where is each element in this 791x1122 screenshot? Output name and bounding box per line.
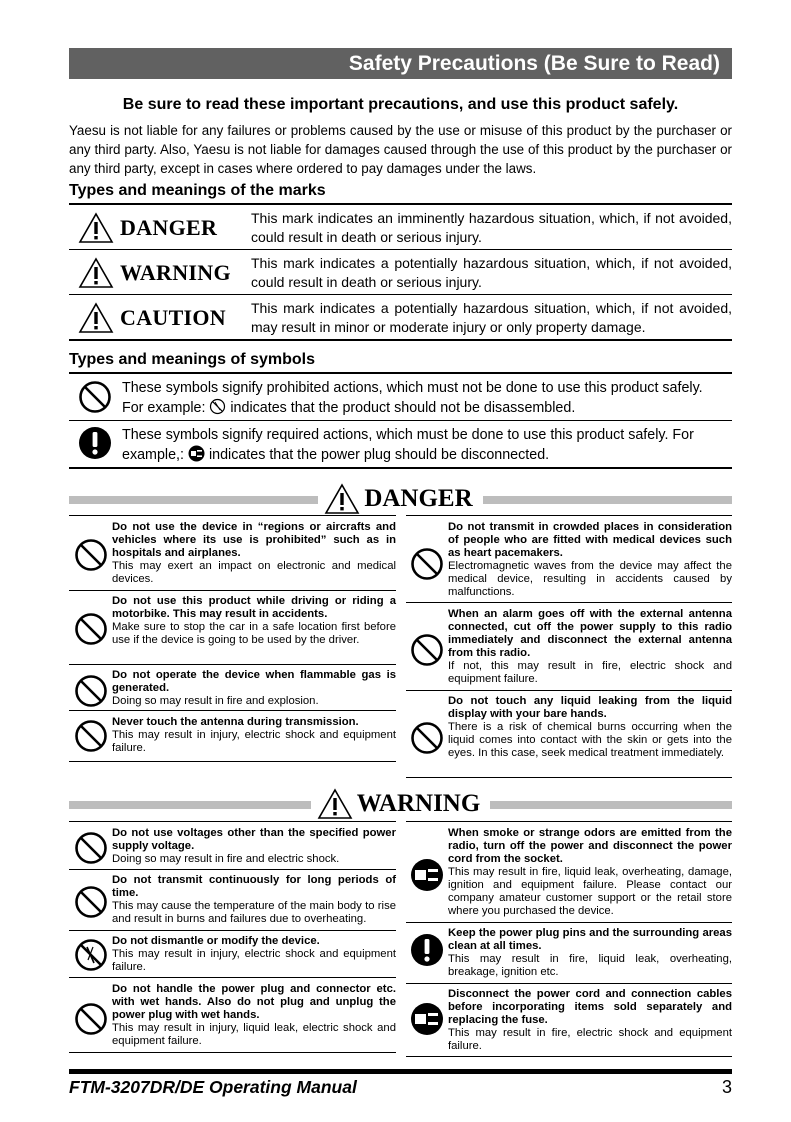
divider [69, 710, 396, 711]
divider [406, 983, 732, 984]
unplug-icon [188, 445, 205, 462]
required-icon [410, 933, 444, 967]
divider [406, 922, 732, 923]
divider [69, 249, 732, 250]
divider [406, 515, 732, 516]
prohibited-icon [74, 831, 108, 865]
item-title: When smoke or strange odors are emitted from the radio, turn off the power and disconnect the power cord from the socket. [448, 827, 732, 865]
warning-item [448, 827, 732, 918]
item-title: Do not touch any liquid leaking from the liquid display with your bare hands. [448, 695, 732, 720]
required-desc [122, 426, 732, 465]
danger-banner-title: DANGER [364, 485, 476, 513]
symbols-heading: Types and meanings of symbols [69, 351, 315, 368]
warning-item [112, 983, 396, 1048]
danger-item [448, 521, 732, 599]
item-title: Do not dismantle or modify the device. [112, 935, 320, 947]
warning-banner-title: WARNING [357, 790, 485, 818]
divider [69, 372, 732, 374]
danger-mark-desc: This mark indicates an imminently hazardous situation, which, if not avoided, could result in death or serious injury. [251, 210, 732, 245]
item-title: Disconnect the power cord and connection cables before incorporating items sold separately and replacing the fuse. [448, 988, 732, 1026]
divider [69, 590, 396, 591]
item-body: This may result in fire, liquid leak, overheating, breakage, ignition etc. [448, 953, 732, 978]
item-body: Doing so may result in fire and explosion. [112, 695, 319, 707]
danger-item [112, 669, 396, 708]
warning-item [448, 988, 732, 1053]
prohibited-icon [74, 674, 108, 708]
danger-item [448, 608, 732, 686]
item-body: Doing so may result in fire and electric shock. [112, 853, 340, 865]
prohibited-prefix: For example: [122, 400, 210, 416]
divider [406, 1056, 732, 1057]
prohibited-icon [74, 1002, 108, 1036]
warning-mark [78, 255, 246, 291]
item-body: This may cause the temperature of the main body to rise and result in burns and failures due to overheating. [112, 900, 396, 925]
no-disassembly-icon [74, 938, 108, 972]
divider [69, 203, 732, 205]
prohibited-suffix: indicates that the product should not be disassembled. [226, 400, 576, 416]
danger-banner [69, 484, 732, 514]
intro-body: Yaesu is not liable for any failures or problems caused by the use or misuse of this product by the purchaser or any third party. Also, Yaesu is not liable for damages caused through the use of this product by the purchaser or any third party, except in cases where ordered to pay damages under the laws. [69, 123, 732, 176]
item-title: Do not operate the device when flammable gas is generated. [112, 669, 396, 694]
danger-item [112, 521, 396, 586]
item-title: Do not use this product while driving or riding a motorbike. This may result in accidents. [112, 595, 396, 620]
divider [406, 690, 732, 691]
footer-rule [69, 1069, 732, 1074]
no-disassembly-icon [209, 398, 226, 415]
required-icon [78, 426, 112, 460]
divider [69, 294, 732, 295]
prohibited-icon [74, 538, 108, 572]
divider [69, 420, 732, 421]
item-body: This may result in fire, liquid leak, overheating, damage, ignition and equipment failure. Please contact our company amateur customer support or the retail store where you purchased the device. [448, 866, 732, 917]
warning-mark-desc: This mark indicates a potentially hazardous situation, which, if not avoided, could result in death or serious injury. [251, 255, 732, 290]
prohibited-line1: These symbols signify prohibited actions, which must not be done to use this product safely. [122, 380, 703, 396]
divider [406, 821, 732, 822]
divider [69, 664, 396, 665]
item-body: If not, this may result in fire, electric shock and equipment failure. [448, 660, 732, 685]
warning-triangle-icon [78, 212, 114, 244]
divider [69, 869, 396, 870]
item-body: Electromagnetic waves from the device may affect the medical device, resulting in accidents caused by malfunctions. [448, 560, 732, 598]
prohibited-icon [410, 633, 444, 667]
divider [69, 1052, 396, 1053]
prohibited-desc [122, 379, 732, 418]
item-title: Do not use the device in “regions or aircrafts and vehicles where its use is prohibited” such as in hospitals and airplanes. [112, 521, 396, 559]
page-number: 3 [721, 1077, 732, 1097]
divider [69, 930, 396, 931]
item-body: Make sure to stop the car in a safe location first before use if the device is going to be used by the driver. [112, 621, 396, 646]
item-body: This may result in injury, electric shock and equipment failure. [112, 948, 396, 973]
page-header: Safety Precautions (Be Sure to Read) [69, 48, 732, 79]
danger-item [448, 695, 732, 760]
divider [406, 777, 732, 778]
unplug-icon [410, 1002, 444, 1036]
item-title: Do not use voltages other than the specified power supply voltage. [112, 827, 396, 852]
caution-mark [78, 300, 246, 336]
prohibited-icon [74, 719, 108, 753]
prohibited-icon [78, 380, 112, 414]
divider [69, 761, 396, 762]
divider [69, 515, 396, 516]
warning-item [448, 927, 732, 979]
footer-title: FTM-3207DR/DE Operating Manual [69, 1077, 357, 1097]
prohibited-icon [410, 721, 444, 755]
divider [69, 339, 732, 341]
warning-item [112, 827, 396, 866]
prohibited-icon [74, 612, 108, 646]
danger-item [112, 595, 396, 647]
item-body: This may result in fire, electric shock and equipment failure. [448, 1027, 732, 1052]
item-body: This may exert an impact on electronic and medical devices. [112, 560, 396, 585]
unplug-icon [410, 858, 444, 892]
item-title: Do not transmit continuously for long periods of time. [112, 874, 396, 899]
caution-mark-desc: This mark indicates a potentially hazardous situation, which, if not avoided, may result in minor or moderate injury or only property damage. [251, 300, 732, 335]
danger-item [112, 716, 396, 755]
divider [69, 821, 396, 822]
required-line1: These symbols signify required actions, which must be done to use this product safely. For [122, 427, 694, 443]
warning-item [112, 935, 396, 974]
warning-mark-label: WARNING [120, 260, 231, 285]
divider [69, 977, 396, 978]
warning-triangle-icon [78, 302, 114, 334]
required-suffix: indicates that the power plug should be disconnected. [204, 447, 550, 463]
prohibited-icon [410, 547, 444, 581]
item-body: There is a risk of chemical burns occurring when the liquid comes into contact with the skin or gets into the eyes. In this case, seek medical treatment immediately. [448, 721, 732, 759]
divider [406, 602, 732, 603]
warning-item [112, 874, 396, 926]
item-title: When an alarm goes off with the external antenna connected, cut off the power supply to this radio immediately and disconnect the external antenna from this radio. [448, 608, 732, 659]
item-title: Do not transmit in crowded places in consideration of people who are fitted with medical devices such as heart pacemakers. [448, 521, 732, 559]
warning-triangle-icon [324, 483, 360, 515]
item-body: This may result in injury, liquid leak, electric shock and equipment failure. [112, 1022, 396, 1047]
warning-triangle-icon [78, 257, 114, 289]
divider [69, 467, 732, 469]
item-title: Keep the power plug pins and the surrounding areas clean at all times. [448, 927, 732, 952]
danger-mark-label: DANGER [120, 215, 218, 240]
item-title: Never touch the antenna during transmission. [112, 716, 359, 728]
item-title: Do not handle the power plug and connector etc. with wet hands. Also do not plug and unplug the power plug with wet hands. [112, 983, 396, 1021]
prohibited-icon [74, 885, 108, 919]
danger-mark [78, 210, 246, 246]
warning-banner [69, 789, 732, 819]
intro-heading: Be sure to read these important precautions, and use this product safely. [122, 96, 679, 113]
required-prefix: example,: [122, 447, 188, 463]
marks-heading: Types and meanings of the marks [69, 182, 326, 199]
item-body: This may result in injury, electric shock and equipment failure. [112, 729, 396, 754]
caution-mark-label: CAUTION [120, 305, 226, 330]
warning-triangle-icon [317, 788, 353, 820]
